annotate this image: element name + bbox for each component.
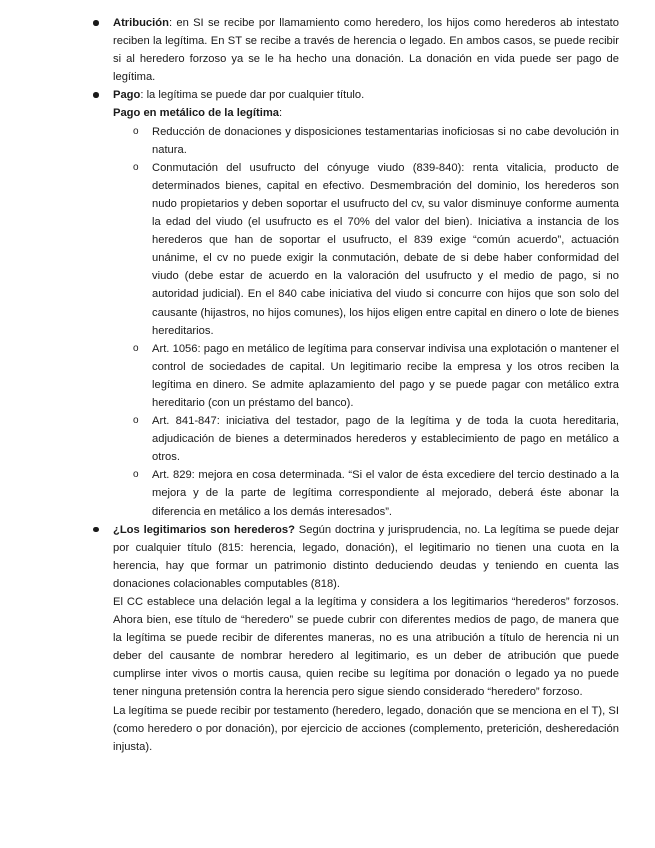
circle-bullet-icon: o [133,469,139,481]
metalico-item-text: Art. 1056: pago en metálico de legítima para conservar indivisa una explotación o mantener el control de sociedades de capital. Un legitimario recibe la empresa y los otros reciben la legítima en dinero. Se admite aplazamiento del pago y se puede pagar con metálico extra hereditario (con un préstamo del banco). [152,342,619,409]
legitimarios-paragraph-cc: El CC establece una delación legal a la legítima y considera a los legitimarios “herederos” forzosos. Ahora bien, ese título de “heredero” se puede cubrir con diferentes medios de pago, de manera que la legítima se puede recibir de diferentes maneras, no es una atribución a título de herencia ni un deber del causante de nombrar heredero al legitimario, es un deber de atribución que puede cumplirse inter vivos o mortis causa, quien recibe su legítima por donación o legado ya no puede tener ninguna pretensión contra la herencia pero sigue siendo considerado “heredero” forzoso. [113,596,619,699]
metalico-item-conmutacion [133,159,619,340]
metalico-item-art1056 [133,340,619,412]
legitimarios-text: Según doctrina y jurisprudencia, no. La legítima se puede dejar por cualquier título (815: herencia, legado, donación), el legitimario no tienen una cuota en la herencia, hay que formar un patrimonio distinto deduciendo deudas y teniendo en cuenta las donaciones colacionables computables (818). [113,523,619,590]
circle-bullet-icon: o [133,415,139,427]
metalico-item-art829 [133,466,619,520]
pago-text: : la legítima se puede dar por cualquier título. [140,89,365,102]
bullet-atribucion [113,14,619,86]
metalico-heading-suffix: : [279,107,283,120]
metalico-item-text: Art. 841-847: iniciativa del testador, pago de la legítima y de toda la cuota hereditaria, adjudicación de bienes a determinados herederos y establecimiento de pago en metálico a otros. [152,415,619,464]
bullet-dot-icon [93,92,99,98]
pago-label: Pago [113,89,141,102]
atribucion-text: : en SI se recibe por llamamiento como heredero, los hijos como herederos ab intestato reciben la legítima. En ST se recibe a través de herencia o legado. En ambos casos, se puede recibir si al heredero forzoso ya se le ha hecho una donación. La donación en vida puede ser pago de legítima. [113,17,619,84]
metalico-heading [113,104,619,122]
metalico-item-text: Art. 829: mejora en cosa determinada. “Si el valor de ésta excediere del tercio destinado a la mejora y de la parte de legítima correspondiente al mejorado, deberá éste abonar la diferencia en metálico a los demás interesados”. [152,469,619,518]
bullet-pago [113,86,619,104]
metalico-item-text: Reducción de donaciones y disposiciones testamentarias inoficiosas si no cabe devolución in natura. [152,125,619,156]
circle-bullet-icon: o [133,342,139,354]
circle-bullet-icon: o [133,125,139,137]
circle-bullet-icon: o [133,161,139,173]
metalico-heading-text: Pago en metálico de la legítima [113,107,279,120]
bullet-legitimarios [113,521,619,593]
atribucion-label: Atribución [113,17,169,29]
metalico-item-text: Conmutación del usufructo del cónyuge viudo (839-840): renta vitalicia, producto de determinados bienes, capital en efectivo. Desmembración del dominio, los herederos son nudo propietarios y deben soportar el usufructo del cv, su valor disminuye conforme aumenta la edad del viudo (el usufructo es el 70% del valor del bien). Iniciativa a instancia de los herederos que han de soportar el usufructo, el 839 exige “común acuerdo”, actuación unánime, el cv no puede exigir la conmutación, debate de si debe haber conformidad del viudo (debe estar de acuerdo en la valoración del usufructo y el medio de pago, si no autoridad judicial). En el 840 cabe iniciativa del viudo si concurre con hijos que son solo del causante (hijastros, no hijos comunes), los hijos eligen entre capital en dinero o lote de bienes hereditarios. [152,161,619,337]
metalico-item-reduccion [133,123,619,159]
metalico-item-art841 [133,412,619,466]
document-page [0,14,655,756]
legitimarios-paragraph-recepcion: La legítima se puede recibir por testamento (heredero, legado, donación que se menciona en el T), SI (como heredero o por donación), por ejercicio de acciones (complemento, preterición, desheredación injusta). [113,704,619,753]
legitimarios-label: ¿Los legitimarios son herederos? [113,523,295,536]
bullet-dot-icon [93,527,99,533]
bullet-dot-icon [93,20,99,26]
metalico-list [133,123,619,521]
